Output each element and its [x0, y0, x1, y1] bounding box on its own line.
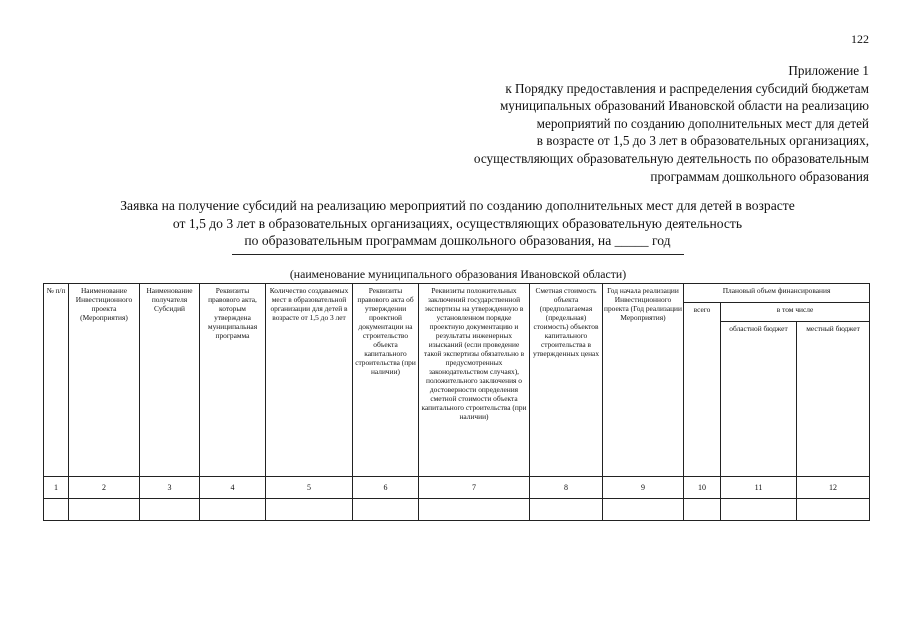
column-number: 11 [721, 477, 797, 499]
application-table [43, 283, 870, 521]
appendix-line: в возрасте от 1,5 до 3 лет в образовательных организациях, [536, 133, 869, 149]
column-number: 3 [140, 477, 200, 499]
table-cell [69, 499, 140, 521]
header-col-total: всего [684, 303, 721, 477]
table-cell [603, 499, 684, 521]
municipality-caption: (наименование муниципального образования Ивановской области) [289, 267, 627, 281]
header-including: в том числе [721, 303, 870, 322]
column-number: 10 [684, 477, 721, 499]
table-cell [530, 499, 603, 521]
column-number: 2 [69, 477, 140, 499]
column-number: 5 [266, 477, 353, 499]
header-col-project: Наименование Инвестиционного проекта (Мероприятия) [69, 284, 140, 477]
table-cell [266, 499, 353, 521]
appendix-line: Приложение 1 [788, 63, 869, 78]
header-col-number: № п/п [44, 284, 69, 477]
table-cell [140, 499, 200, 521]
header-col-regional-budget: областной бюджет [721, 322, 797, 477]
header-col-start-year: Год начала реализации Инвестиционного проекта (Год реализации Мероприятия) [603, 284, 684, 477]
column-number: 12 [797, 477, 870, 499]
table-cell [684, 499, 721, 521]
table-cell [419, 499, 530, 521]
appendix-line: к Порядку предоставления и распределения субсидий бюджетам [505, 80, 869, 96]
header-col-expertise: Реквизиты положительных заключений государственной экспертизы на утвержденную в установленном порядке проектную документацию и результаты инженерных изысканий (если проведение такой экспертизы обязательно в предусмотренных законодательством случаях), положительного заключения о достоверности определения сметной стоимости объекта капитального строительства (при наличии) [419, 284, 530, 477]
appendix-line: программам дошкольного образования [650, 168, 869, 184]
header-col-recipient: Наименование получателя Субсидий [140, 284, 200, 477]
column-number: 1 [44, 477, 69, 499]
header-col-local-budget: местный бюджет [797, 322, 870, 477]
column-number: 6 [353, 477, 419, 499]
empty-data-row [44, 499, 870, 521]
table-cell [44, 499, 69, 521]
column-number: 9 [603, 477, 684, 499]
table-cell [353, 499, 419, 521]
title-line: Заявка на получение субсидий на реализацию мероприятий по созданию дополнительных мест для детей в возрасте [120, 198, 795, 213]
column-number: 4 [200, 477, 266, 499]
column-number: 8 [530, 477, 603, 499]
header-col-program-act: Реквизиты правового акта, которым утверждена муниципальная программа [200, 284, 266, 477]
title-line: от 1,5 до 3 лет в образовательных организациях, осуществляющих образовательную деятельность [172, 215, 743, 231]
municipality-underline [232, 254, 684, 255]
appendix-block [349, 62, 869, 185]
appendix-line: осуществляющих образовательную деятельность по образовательным [473, 150, 869, 166]
table-cell [721, 499, 797, 521]
appendix-line: муниципальных образований Ивановской области на реализацию [499, 98, 869, 114]
title-line: по образовательным программам дошкольного образования, на _____ год [244, 233, 671, 249]
header-planned-financing: Плановый объем финансирования [684, 284, 870, 303]
page-number: 122 [851, 32, 869, 46]
column-number: 7 [419, 477, 530, 499]
header-col-design-act: Реквизиты правового акта об утверждении проектной документации на строительство объекта капитального строительства (при наличии) [353, 284, 419, 477]
column-number-row [44, 477, 870, 499]
table-cell [200, 499, 266, 521]
appendix-line: мероприятий по созданию дополнительных мест для детей [536, 115, 869, 131]
table-cell [797, 499, 870, 521]
header-col-estimate: Сметная стоимость объекта (предполагаемая (предельная) стоимость) объектов капитального строительства в утвержденных ценах [530, 284, 603, 477]
header-row [44, 284, 870, 303]
header-col-places: Количество создаваемых мест в образовательной организации для детей в возрасте от 1,5 до 3 лет [266, 284, 353, 477]
document-title [60, 197, 855, 250]
